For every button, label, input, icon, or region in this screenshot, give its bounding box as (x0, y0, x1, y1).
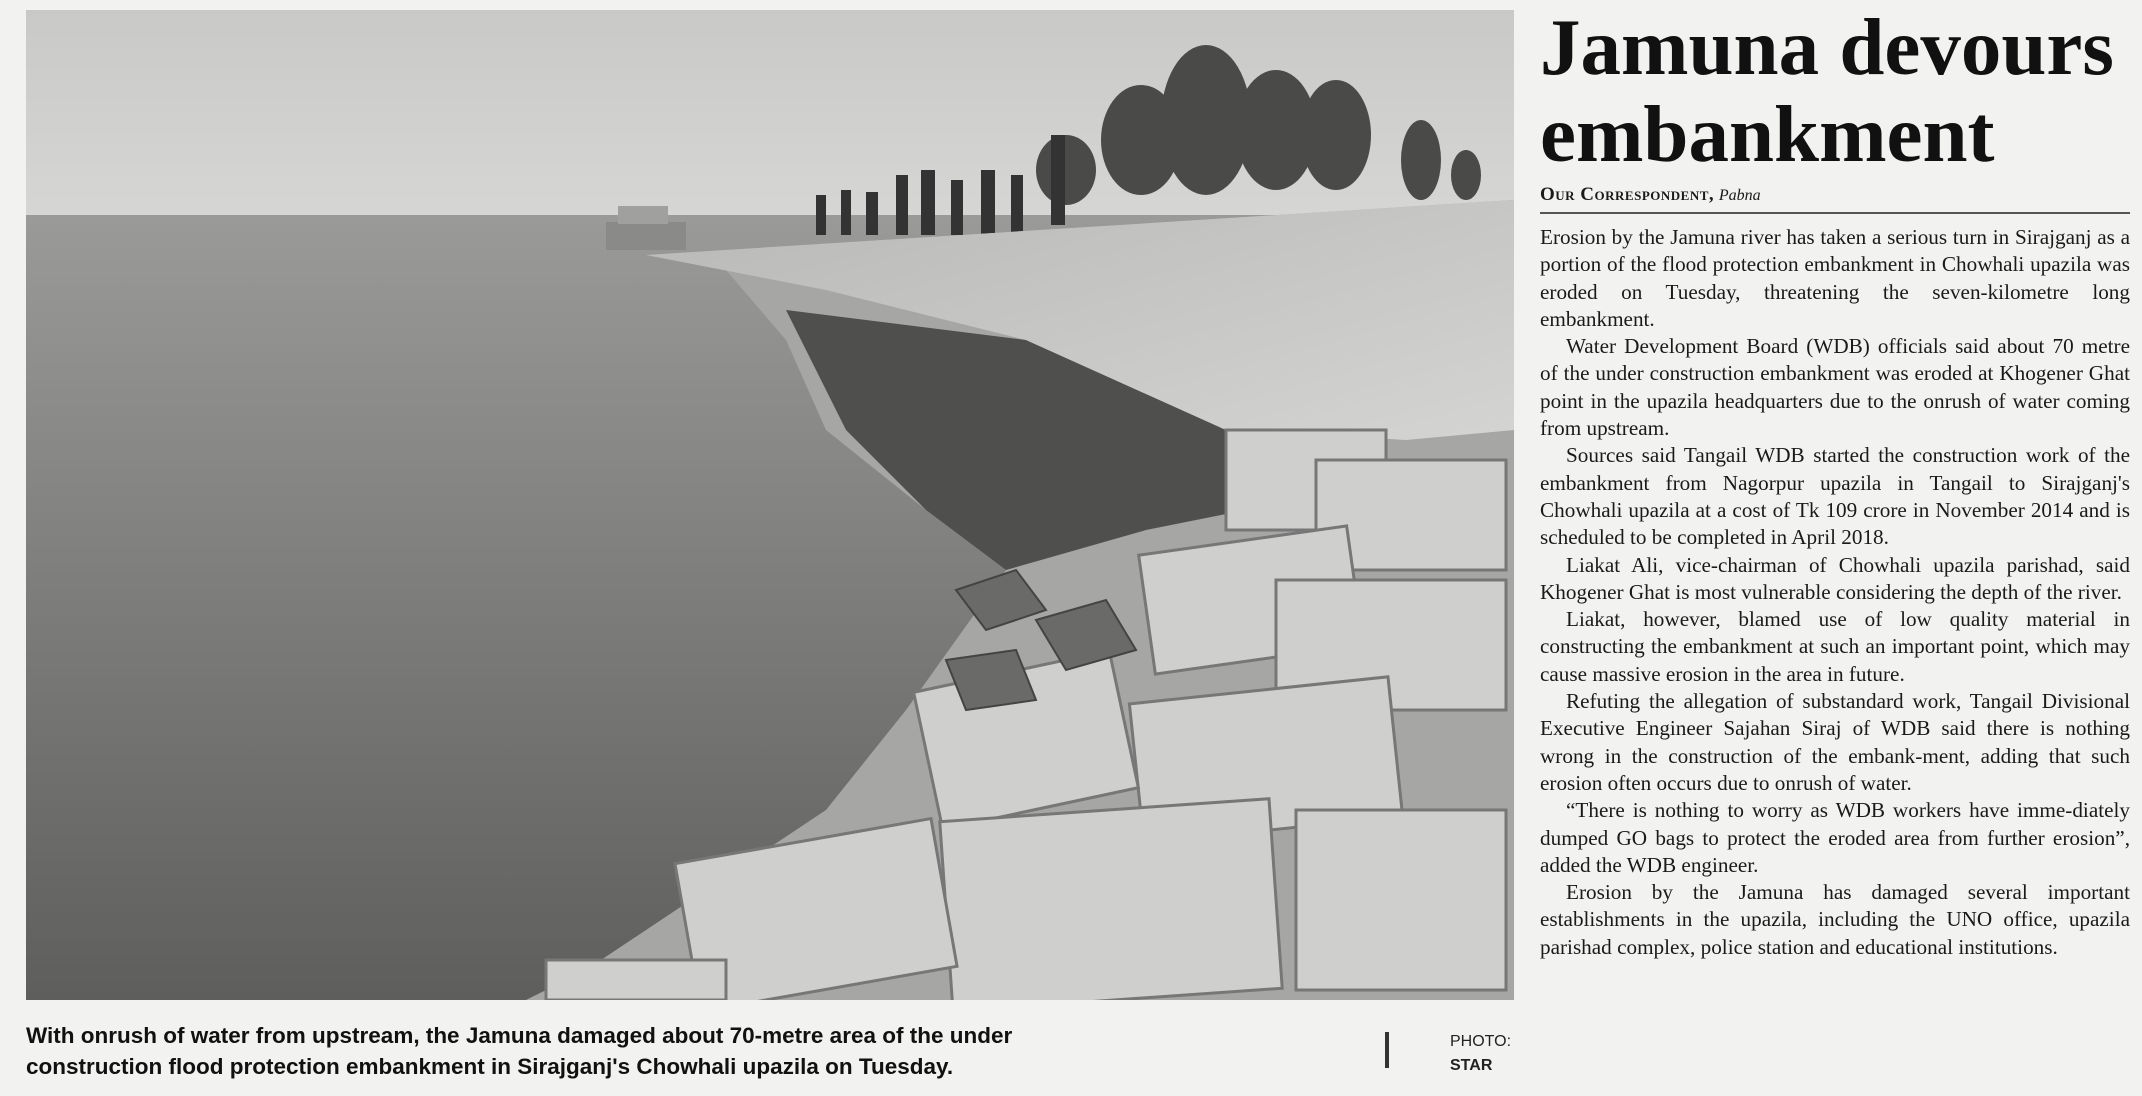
photo-credit-source: STAR (1450, 1057, 1493, 1074)
article-paragraph: Erosion by the Jamuna has damaged several important establishments in the upazila, including the UNO office, upazila parishad complex, police station and educational institutions. (1540, 880, 2130, 959)
article-headline: Jamuna devours embankment (1540, 2, 2114, 179)
news-photo (26, 10, 1514, 1000)
article-paragraph: Water Development Board (WDB) officials said about 70 metre of the under construction embankment was eroded at Khogener Ghat point in the upazila headquarters due to the onrush of water coming from upstream. (1540, 334, 2130, 441)
photo-credit (1450, 1030, 1511, 1078)
photo-caption: With onrush of water from upstream, the Jamuna damaged about 70-metre area of the under construction flood protection embankment in Sirajganj's Chowhali upazila on Tuesday. (26, 1023, 1013, 1079)
photo-illustration (26, 10, 1514, 1000)
caption-divider (1385, 1032, 1389, 1068)
byline (1540, 184, 2130, 214)
article-paragraph: Liakat Ali, vice-chairman of Chowhali upazila parishad, said Khogener Ghat is most vulnerable considering the depth of the river. (1540, 552, 2130, 604)
article-paragraph: Liakat, however, blamed use of low quality material in constructing the embankment at such an important point, which may cause massive erosion in the area in future. (1540, 607, 2130, 686)
byline-name: Our Correspondent, (1540, 184, 1715, 205)
byline-place: Pabna (1718, 187, 1761, 204)
article-paragraph: Erosion by the Jamuna river has taken a serious turn in Sirajganj as a portion of the flood protection embankment in Chowhali upazila was eroded on Tuesday, threatening the seven-kilometre long embankment. (1540, 225, 2130, 331)
article-paragraph: Sources said Tangail WDB started the construction work of the embankment from Nagorpur upazila in Tangail to Sirajganj's Chowhali upazila at a cost of Tk 109 crore in November 2014 and is scheduled to be completed in April 2018. (1540, 443, 2130, 550)
article-paragraph: “There is nothing to worry as WDB workers have imme-diately dumped GO bags to protect the eroded area from further erosion”, added the WDB engineer. (1540, 798, 2130, 877)
photo-credit-label: PHOTO: (1450, 1033, 1512, 1050)
article-body (1540, 224, 2130, 961)
article-paragraph: Refuting the allegation of substandard work, Tangail Divisional Executive Engineer Sajahan Siraj of WDB said there is nothing wrong in the construction of the embank-ment, adding that such erosion often occurs due to onrush of water. (1540, 689, 2130, 795)
